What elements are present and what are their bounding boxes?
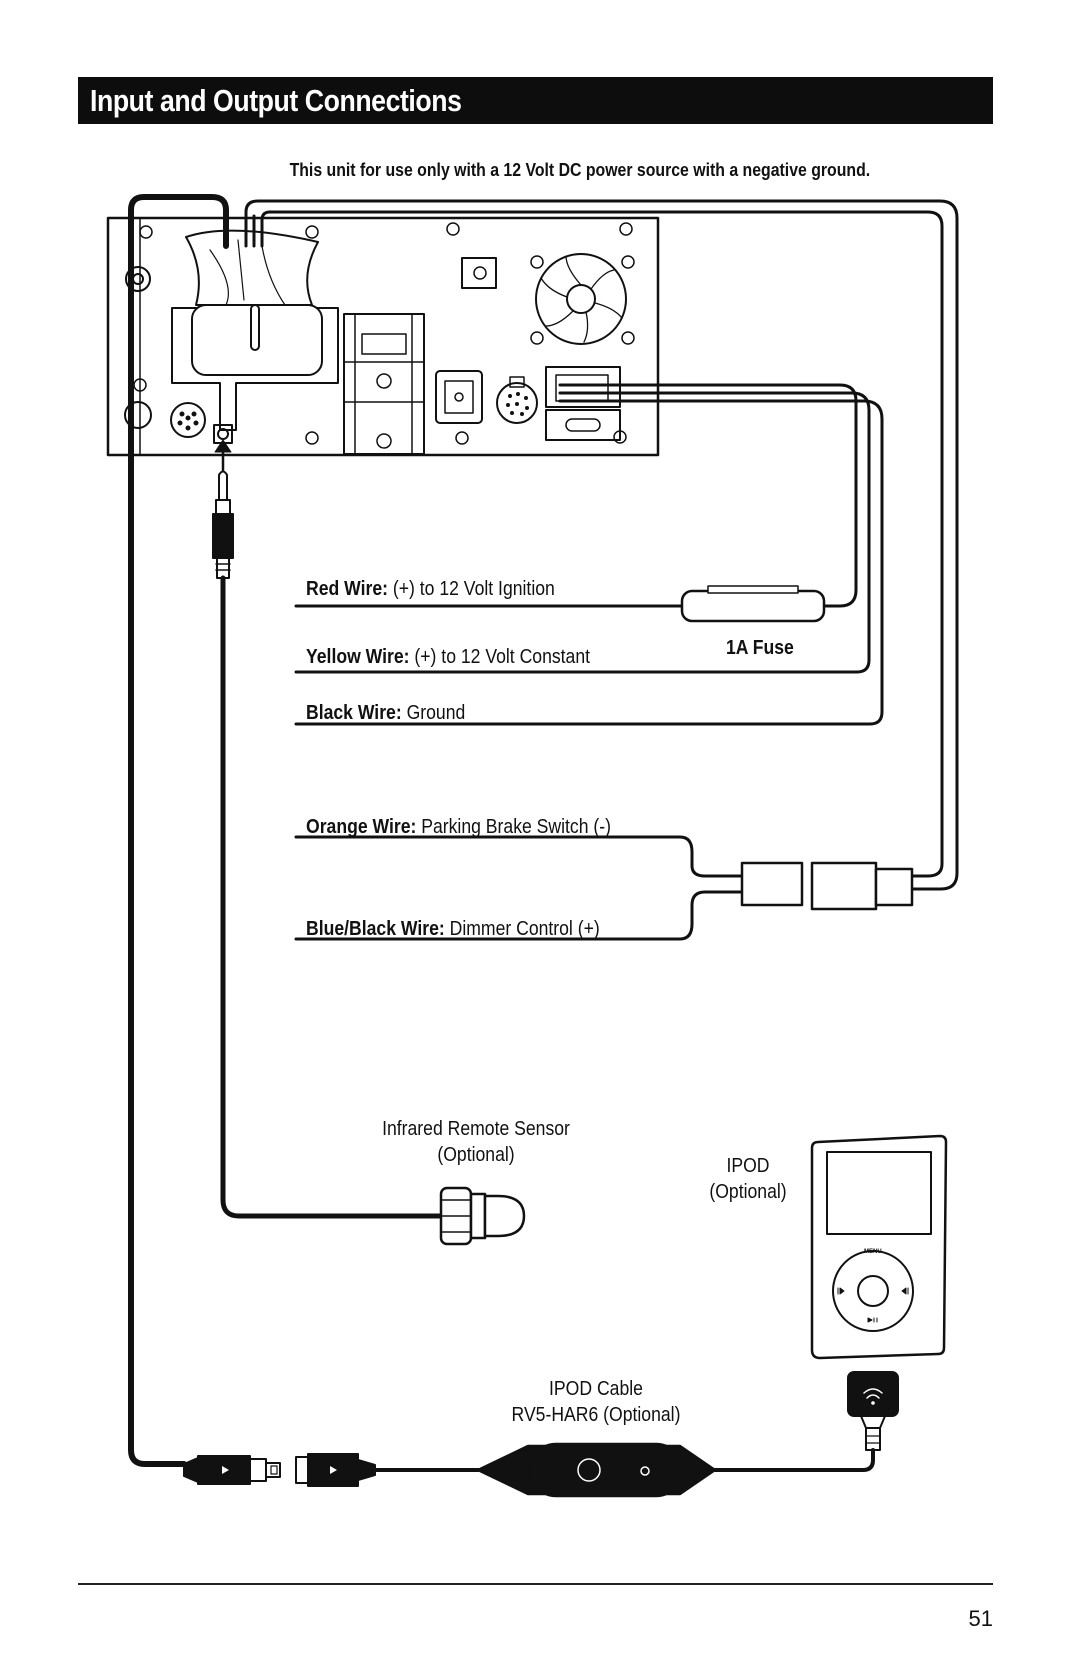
footer-rule <box>78 1583 993 1585</box>
black-wire-label: Black Wire: Ground <box>306 702 466 724</box>
red-wire-label: Red Wire: (+) to 12 Volt Ignition <box>306 578 555 600</box>
ir-sensor-label: Infrared Remote Sensor (Optional) <box>382 1118 570 1166</box>
inline-fuse <box>682 586 824 621</box>
ipod-menu-label: MENU <box>864 1249 882 1255</box>
orange-wire <box>296 837 742 876</box>
yellow-wire-label: Yellow Wire: (+) to 12 Volt Constant <box>306 646 591 668</box>
orange-wire-label: Orange Wire: Parking Brake Switch (-) <box>306 816 611 838</box>
brake-dimmer-connector <box>742 863 912 909</box>
blue-black-wire-label: Blue/Black Wire: Dimmer Control (+) <box>306 918 600 940</box>
ipod-cable-pod <box>375 1444 715 1496</box>
ipod-cable-label: IPOD Cable RV5-HAR6 (Optional) <box>511 1378 681 1426</box>
page-number: 51 <box>968 1606 993 1631</box>
ir-mini-plug <box>213 472 233 579</box>
head-unit-rear-panel <box>108 218 658 455</box>
ipod-cable-connector-pair <box>184 1454 375 1486</box>
ir-sensor <box>441 1188 524 1244</box>
ipod-dock-connector <box>848 1372 898 1450</box>
ipod-device <box>812 1136 946 1358</box>
ipod-cable-right <box>715 1450 873 1470</box>
power-note: This unit for use only with a 12 Volt DC power source with a negative ground. <box>289 160 871 180</box>
ipod-label: IPOD (Optional) <box>709 1155 787 1203</box>
fuse-label: 1A Fuse <box>726 637 794 659</box>
section-title: Input and Output Connections <box>90 83 462 118</box>
